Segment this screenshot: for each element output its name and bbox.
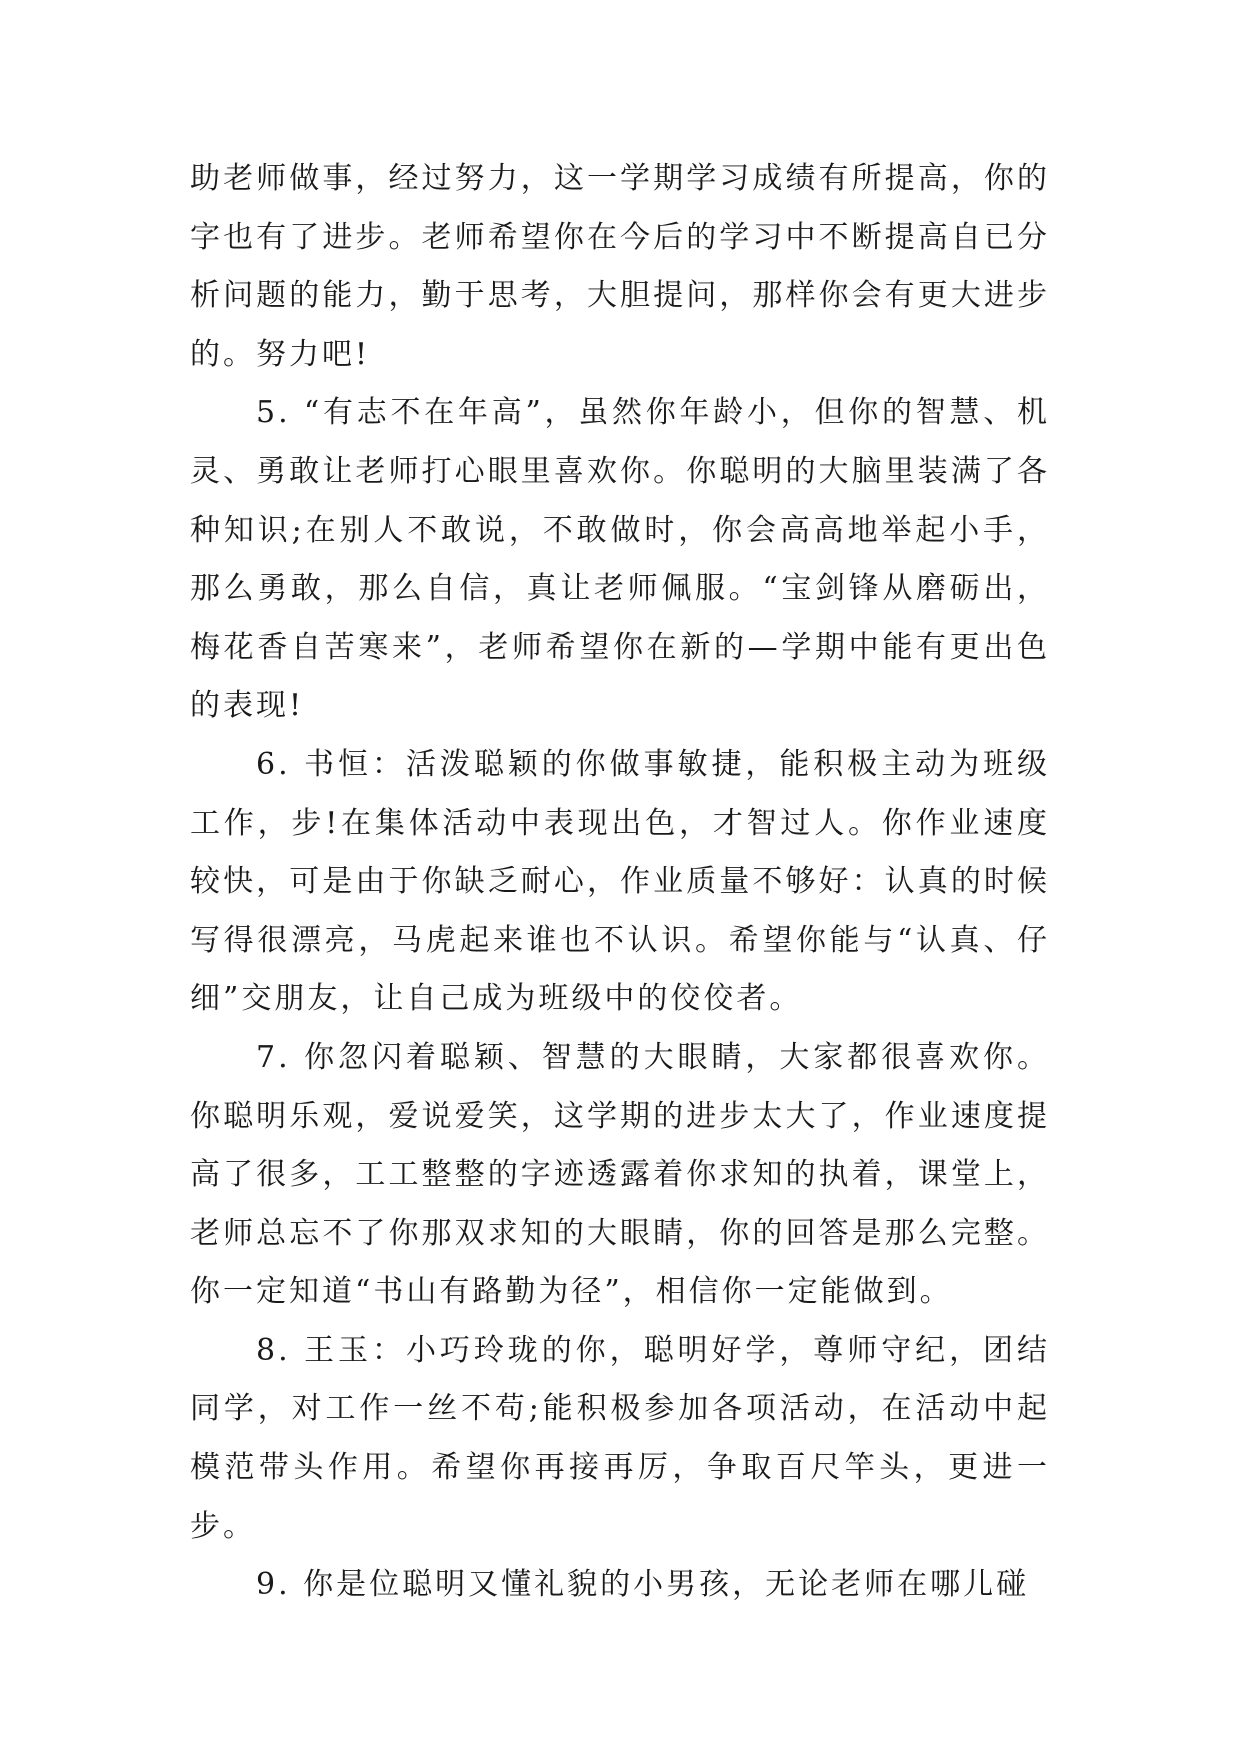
- paragraph-7: 7. 你忽闪着聪颖、智慧的大眼睛，大家都很喜欢你。你聪明乐观，爱说爱笑，这学期的进步太大了，作业速度提高了很多，工工整整的字迹透露着你求知的执着，课堂上，老师总忘不了你那双求知的大眼睛，你的回答是那么完整。你一定知道“书山有路勤为径”，相信你一定能做到。: [190, 1039, 1050, 1310]
- document-body: [190, 150, 1050, 1615]
- paragraph-5: 5. “有志不在年高”，虽然你年龄小，但你的智慧、机灵、勇敢让老师打心眼里喜欢你。你聪明的大脑里装满了各种知识;在别人不敢说，不敢做时，你会高高地举起小手，那么勇敢，那么自信，真让老师佩服。“宝剑锋从磨砺出，梅花香自苦寒来”，老师希望你在新的—学期中能有更出色的表现!: [190, 395, 1050, 724]
- paragraph-9: 9. 你是位聪明又懂礼貌的小男孩，无论老师在哪儿碰: [256, 1567, 1030, 1603]
- paragraph-6: 6. 书恒：活泼聪颖的你做事敏捷，能积极主动为班级工作，步!在集体活动中表现出色，才智过人。你作业速度较快，可是由于你缺乏耐心，作业质量不够好：认真的时候写得很漂亮，马虎起来谁也不认识。希望你能与“认真、仔细”交朋友，让自己成为班级中的佼佼者。: [190, 746, 1050, 1017]
- paragraph-continued: 助老师做事，经过努力，这一学期学习成绩有所提高，你的字也有了进步。老师希望你在今后的学习中不断提高自已分析问题的能力，勤于思考，大胆提问，那样你会有更大进步的。努力吧!: [190, 161, 1050, 372]
- paragraph-8: 8. 王玉：小巧玲珑的你，聪明好学，尊师守纪，团结同学，对工作一丝不苟;能积极参加各项活动，在活动中起模范带头作用。希望你再接再厉，争取百尺竿头，更进一步。: [190, 1332, 1050, 1544]
